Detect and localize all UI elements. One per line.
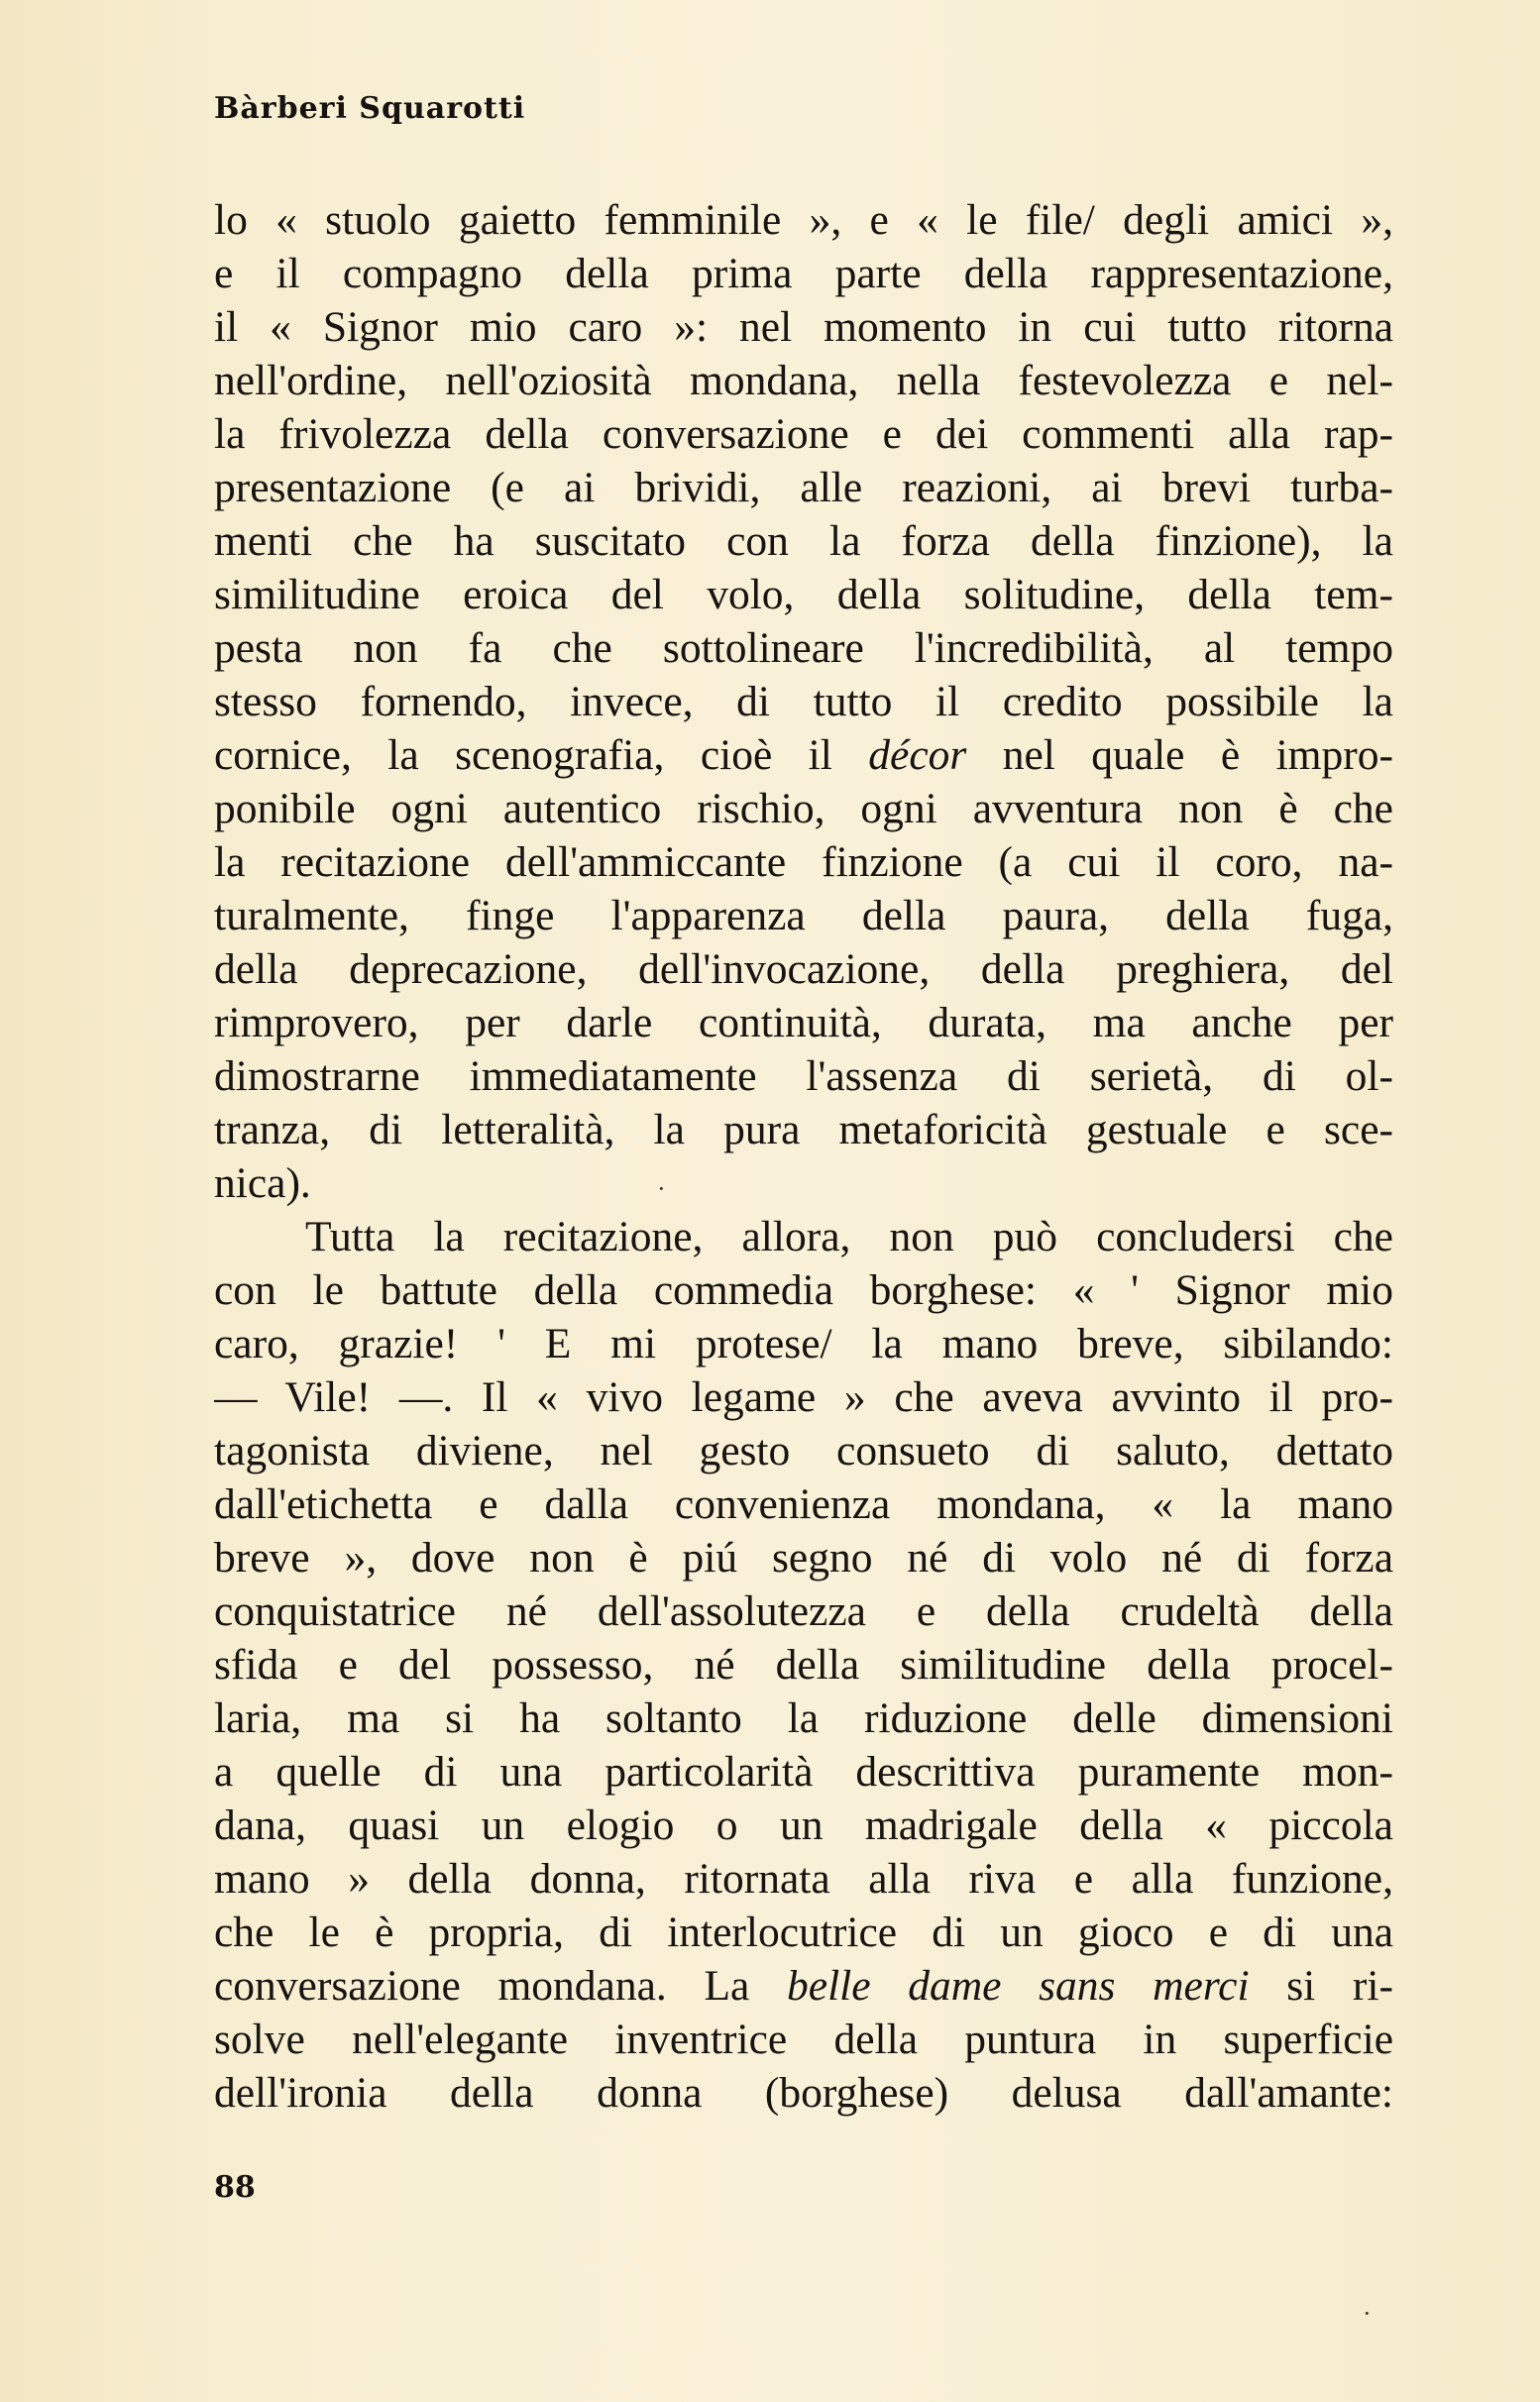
text-run: si ri- [1249, 1962, 1393, 2010]
text-line: che le è propria, di interlocutrice di un gioco e di una [214, 1909, 1393, 1956]
text-line: — Vile! —. Il « vivo legame » che aveva avvinto il pro- [214, 1373, 1393, 1421]
text-line: conquistatrice né dell'assolutezza e della crudeltà della [214, 1587, 1393, 1635]
text-run: nel quale è impro- [966, 731, 1393, 779]
text-line: mano » della donna, ritornata alla riva e alla funzione, [214, 1855, 1393, 1903]
text-line: rimprovero, per darle continuità, durata, ma anche per [214, 999, 1393, 1046]
text-line: della deprecazione, dell'invocazione, della preghiera, del [214, 945, 1393, 993]
text-line: tagonista diviene, nel gesto consueto di saluto, dettato [214, 1427, 1393, 1474]
text-line: nica). [214, 1159, 311, 1207]
text-line: dall'etichetta e dalla convenienza mondana, « la mano [214, 1480, 1393, 1528]
text-run: conversazione mondana. La [214, 1962, 788, 2010]
text-line: dell'ironia della donna (borghese) delusa dall'amante: [214, 2069, 1393, 2117]
text-line: la frivolezza della conversazione e dei commenti alla rap- [214, 410, 1393, 458]
text-line: il « Signor mio caro »: nel momento in cui tutto ritorna [214, 303, 1393, 351]
italic-term: belle dame sans merci [787, 1962, 1250, 2010]
text-line: menti che ha suscitato con la forza della finzione), la [214, 517, 1393, 565]
text-line: nell'ordine, nell'oziosità mondana, nella festevolezza e nel- [214, 357, 1393, 404]
text-line: breve », dove non è piú segno né di volo né di forza [214, 1534, 1393, 1582]
paragraph-1 [214, 193, 1393, 1210]
text-line: ponibile ogni autentico rischio, ogni avventura non è che [214, 785, 1393, 832]
text-line: similitudine eroica del volo, della solitudine, della tem- [214, 571, 1393, 618]
italic-term: décor [868, 731, 967, 779]
text-line: turalmente, finge l'apparenza della paura, della fuga, [214, 892, 1393, 939]
text-line: stesso fornendo, invece, di tutto il credito possibile la [214, 678, 1393, 725]
text-line: tranza, di letteralità, la pura metaforicità gestuale e sce- [214, 1106, 1393, 1153]
text-line: caro, grazie! ' E mi protese/ la mano breve, sibilando: [214, 1320, 1393, 1367]
text-line: e il compagno della prima parte della rappresentazione, [214, 250, 1393, 297]
text-line: con le battute della commedia borghese: « ' Signor mio [214, 1266, 1393, 1314]
paper-speck: · [657, 1174, 666, 1203]
page-number: 88 [214, 2170, 256, 2205]
running-head: Bàrberi Squarotti [214, 91, 526, 126]
body-text [214, 193, 1393, 2120]
text-line: solve nell'elegante inventrice della puntura in superficie [214, 2016, 1393, 2063]
text-line: sfida e del possesso, né della similitudine della procel- [214, 1641, 1393, 1689]
text-run: cornice, la scenografia, cioè il [214, 731, 869, 779]
text-line: laria, ma si ha soltanto la riduzione delle dimensioni [214, 1694, 1393, 1742]
text-line: a quelle di una particolarità descrittiva puramente mon- [214, 1748, 1393, 1796]
text-line: dana, quasi un elogio o un madrigale della « piccola [214, 1802, 1393, 1849]
text-line: lo « stuolo gaietto femminile », e « le file/ degli amici », [214, 196, 1393, 244]
paper-speck: · [1363, 2299, 1372, 2328]
text-line: Tutta la recitazione, allora, non può concludersi che [305, 1213, 1393, 1260]
text-line: la recitazione dell'ammiccante finzione (a cui il coro, na- [214, 838, 1393, 886]
text-line [214, 1959, 1393, 2013]
text-line: dimostrarne immediatamente l'assenza di serietà, di ol- [214, 1052, 1393, 1100]
text-line: presentazione (e ai brividi, alle reazioni, ai brevi turba- [214, 464, 1393, 511]
paragraph-2 [214, 1210, 1393, 2120]
text-line: pesta non fa che sottolineare l'incredibilità, al tempo [214, 624, 1393, 672]
text-line [214, 728, 1393, 782]
